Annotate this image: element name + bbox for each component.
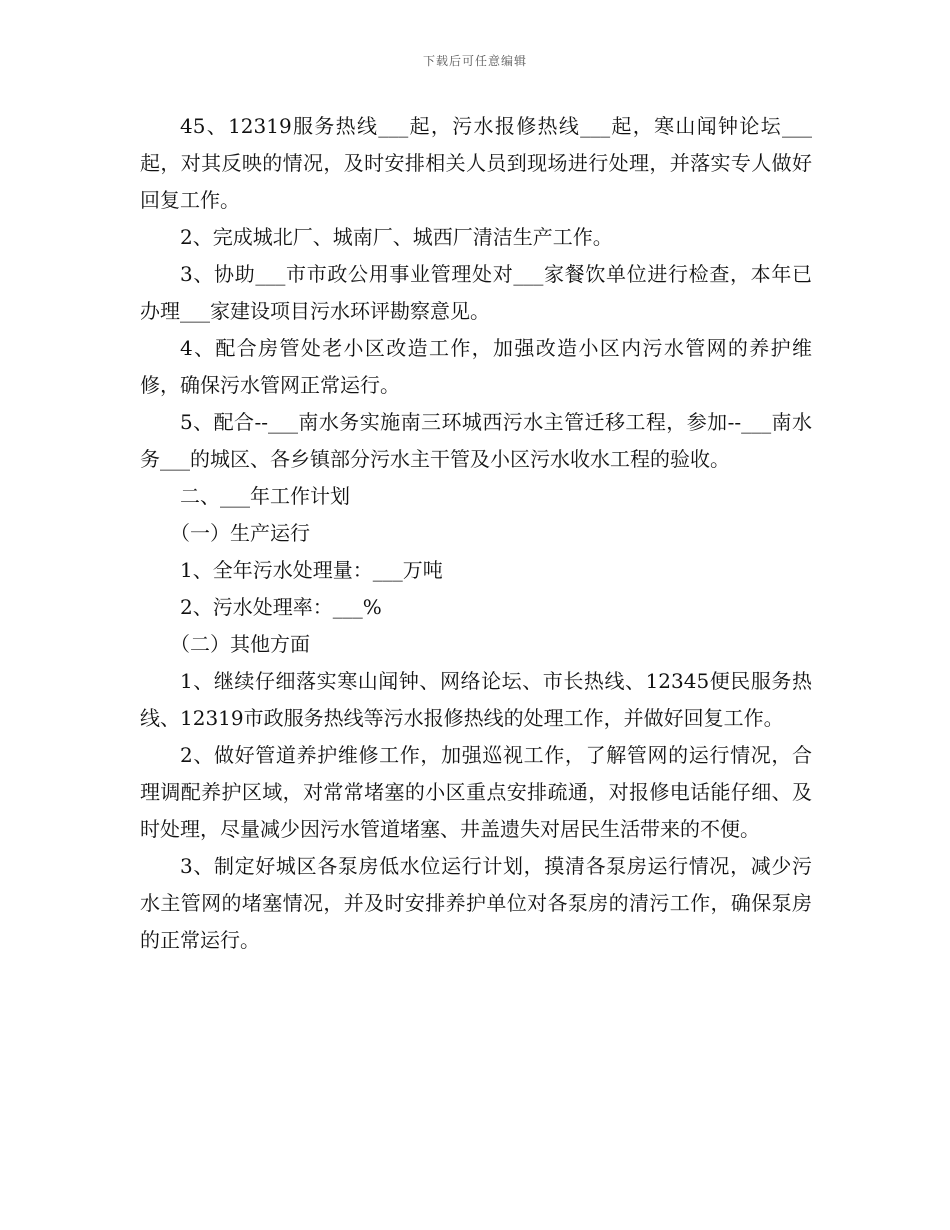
paragraph-item-3-inspection: 3、协助___市市政公用事业管理处对___家餐饮单位进行检查，本年已办理___家建设项目污水环评勘察意见。 — [140, 262, 812, 323]
plan-item-treatment-volume: 1、全年污水处理量：___万吨 — [180, 558, 443, 582]
plan-item-treatment-rate: 2、污水处理率：___% — [180, 595, 382, 619]
document-body — [140, 108, 812, 959]
page-header: 下载后可任意编辑 — [422, 54, 527, 68]
paragraph-item-5-relocation: 5、配合--___南水务实施南三环城西污水主管迁移工程，参加--___南水务___的城区、各乡镇部分污水主干管及小区污水收水工程的验收。 — [140, 410, 812, 471]
plan-item-pipeline-maintenance: 2、做好管道养护维修工作，加强巡视工作，了解管网的运行情况，合理调配养护区域，对常常堵塞的小区重点安排疏通，对报修电话能仔细、及时处理，尽量减少因污水管道堵塞、井盖遗失对居民生活带来的不便。 — [140, 743, 812, 841]
paragraph-item-4-renovation: 4、配合房管处老小区改造工作，加强改造小区内污水管网的养护维修，确保污水管网正常运行。 — [140, 336, 812, 397]
paragraph-item-2-clean-production: 2、完成城北厂、城南厂、城西厂清洁生产工作。 — [180, 225, 613, 249]
plan-item-pump-station: 3、制定好城区各泵房低水位运行计划，摸清各泵房运行情况，减少污水主管网的堵塞情况，并及时安排养护单位对各泵房的清污工作，确保泵房的正常运行。 — [140, 854, 812, 952]
paragraph-item-45: 45、12319服务热线___起，污水报修热线___起，寒山闻钟论坛___起，对其反映的情况，及时安排相关人员到现场进行处理，并落实专人做好回复工作。 — [140, 114, 812, 212]
subsection-heading-production: （一）生产运行 — [170, 521, 310, 545]
subsection-heading-other: （二）其他方面 — [170, 632, 310, 656]
section-heading-work-plan: 二、___年工作计划 — [180, 484, 350, 508]
plan-item-hotline: 1、继续仔细落实寒山闻钟、网络论坛、市长热线、12345便民服务热线、12319市政服务热线等污水报修热线的处理工作，并做好回复工作。 — [140, 669, 812, 730]
